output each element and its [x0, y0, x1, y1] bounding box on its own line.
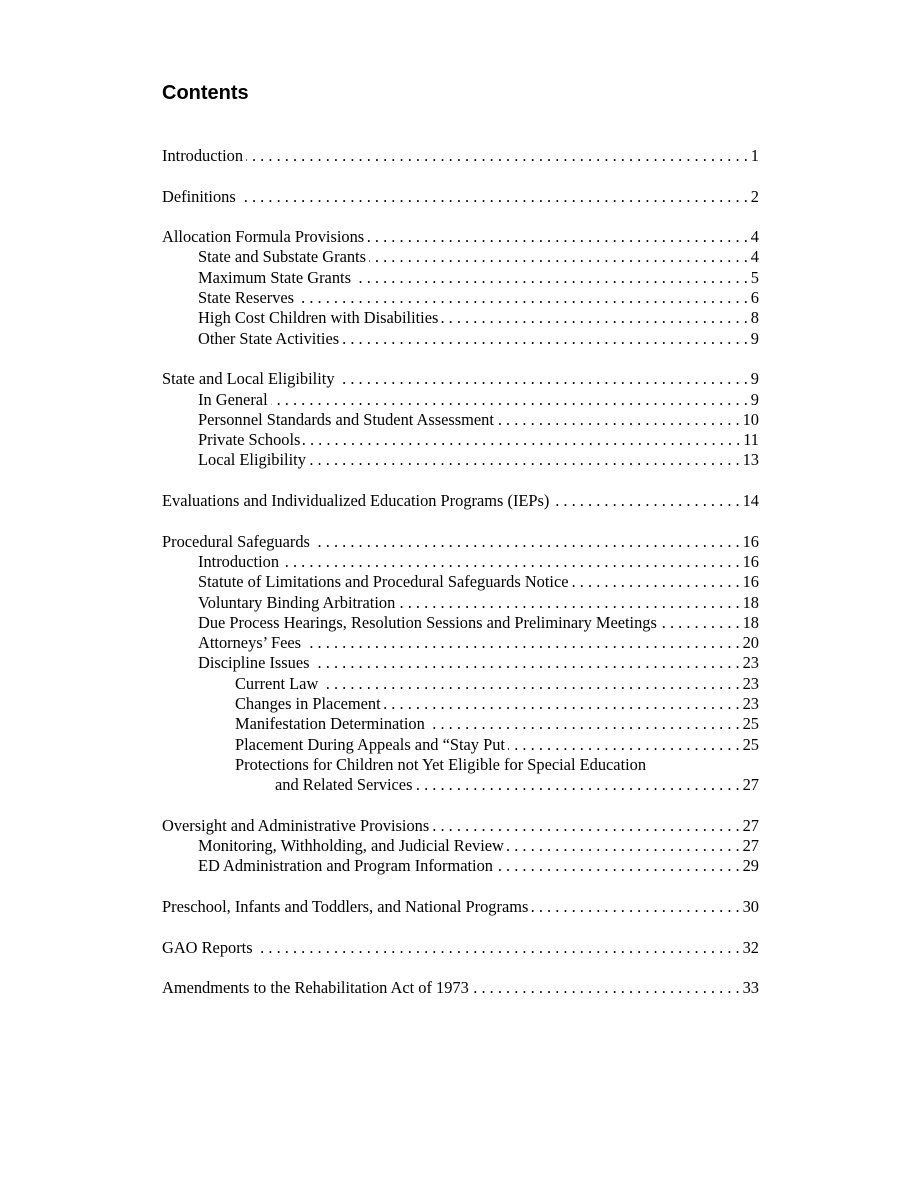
toc-entry [162, 714, 759, 734]
toc-entry [162, 532, 759, 552]
toc-entry-page-number: 30 [742, 896, 759, 916]
toc-entry [162, 593, 759, 613]
dot-leader [441, 308, 747, 328]
dot-leader [472, 978, 740, 998]
toc-entry [162, 410, 759, 430]
dot-leader [313, 532, 740, 552]
toc-entry-title: Oversight and Administrative Provisions [162, 815, 430, 835]
dot-leader [367, 227, 748, 247]
toc-entry-title: Definitions [162, 186, 236, 206]
toc-entry-page-number: 11 [743, 430, 759, 450]
dot-leader [572, 572, 740, 592]
toc-entry [162, 735, 759, 755]
dot-leader [432, 816, 739, 836]
dot-leader [297, 288, 748, 308]
contents-heading: Contents [162, 82, 249, 104]
toc-entry-page-number: 20 [742, 633, 759, 653]
toc-entry-title: Statute of Limitations and Procedural Safeguards Notice [198, 572, 569, 592]
toc-entry-page-number: 18 [742, 592, 759, 612]
dot-leader [398, 593, 739, 613]
toc-entry-page-number: 10 [742, 409, 759, 429]
dot-leader [303, 430, 740, 450]
toc-entry-page-number: 32 [742, 937, 759, 957]
toc-entry-title: Manifestation Determination [235, 714, 425, 734]
toc-entry-page-number: 4 [750, 227, 759, 247]
toc-entry [162, 247, 759, 267]
dot-leader [256, 938, 740, 958]
toc-entry-title: Voluntary Binding Arbitration [198, 592, 396, 612]
toc-entry-page-number: 18 [742, 612, 759, 632]
toc-entry [162, 938, 759, 958]
toc-entry-title: Introduction [198, 551, 280, 571]
toc-entry-page-number: 9 [750, 328, 759, 348]
table-of-contents [162, 146, 759, 998]
toc-entry [162, 187, 759, 207]
toc-entry-title: Private Schools [198, 430, 301, 450]
toc-entry-title: Discipline Issues [198, 653, 310, 673]
toc-entry [162, 390, 759, 410]
toc-entry-page-number: 2 [750, 186, 759, 206]
toc-entry [162, 775, 759, 795]
toc-entry-title: Preschool, Infants and Toddlers, and National Programs [162, 896, 529, 916]
dot-leader [415, 775, 739, 795]
toc-entry-title: Protections for Children not Yet Eligible for Special Education [235, 754, 647, 774]
toc-entry-title: Local Eligibility [198, 450, 306, 470]
toc-entry-title: and Related Services [275, 775, 413, 795]
dot-leader [497, 410, 740, 430]
toc-entry-page-number: 27 [742, 815, 759, 835]
toc-entry-title: High Cost Children with Disabilities [198, 308, 439, 328]
toc-entry [162, 897, 759, 917]
toc-entry-title: GAO Reports [162, 937, 253, 957]
toc-entry-title: Other State Activities [198, 328, 340, 348]
dot-leader [508, 735, 740, 755]
toc-entry-title: State and Substate Grants [198, 247, 366, 267]
toc-entry [162, 430, 759, 450]
toc-entry [162, 653, 759, 673]
toc-entry-page-number: 23 [742, 653, 759, 673]
dot-leader [239, 187, 748, 207]
dot-leader [246, 146, 748, 166]
toc-entry [162, 308, 759, 328]
dot-leader [369, 247, 748, 267]
toc-entry [162, 268, 759, 288]
toc-entry-page-number: 25 [742, 734, 759, 754]
toc-entry [162, 227, 759, 247]
toc-entry [162, 856, 759, 876]
toc-entry [162, 146, 759, 166]
toc-entry [162, 552, 759, 572]
toc-entry [162, 633, 759, 653]
toc-entry-page-number: 27 [742, 775, 759, 795]
dot-leader [552, 491, 739, 511]
toc-entry-title: Evaluations and Individualized Education Programs (IEPs) [162, 491, 550, 511]
toc-entry-page-number: 4 [750, 247, 759, 267]
toc-entry-title: Maximum State Grants [198, 267, 351, 287]
toc-entry-title: State Reserves [198, 288, 295, 308]
toc-entry-page-number: 16 [742, 551, 759, 571]
toc-entry-title: Procedural Safeguards [162, 531, 310, 551]
toc-entry-page-number: 9 [750, 389, 759, 409]
dot-leader [313, 653, 740, 673]
toc-entry-title: Allocation Formula Provisions [162, 227, 365, 247]
toc-entry-page-number: 29 [742, 856, 759, 876]
toc-entry [162, 694, 759, 714]
dot-leader [428, 714, 740, 734]
toc-entry-title: Attorneys’ Fees [198, 633, 302, 653]
toc-entry [162, 491, 759, 511]
toc-entry-title: Monitoring, Withholding, and Judicial Review [198, 836, 504, 856]
toc-entry [162, 836, 759, 856]
toc-entry-page-number: 13 [742, 450, 759, 470]
toc-entry-title: Due Process Hearings, Resolution Sessions and Preliminary Meetings [198, 612, 657, 632]
dot-leader [342, 329, 748, 349]
toc-entry-page-number: 25 [742, 714, 759, 734]
toc-entry-page-number: 23 [742, 694, 759, 714]
dot-leader [304, 633, 740, 653]
dot-leader [354, 268, 748, 288]
toc-entry-page-number: 1 [750, 146, 759, 165]
toc-entry-page-number: 33 [742, 978, 759, 998]
toc-entry [162, 329, 759, 349]
toc-entry-page-number: 6 [750, 288, 759, 308]
dot-leader [321, 674, 739, 694]
dot-leader [660, 613, 740, 633]
toc-entry-title: Current Law [235, 673, 319, 693]
toc-entry [162, 369, 759, 389]
dot-leader [531, 897, 739, 917]
toc-entry-title: Changes in Placement [235, 694, 381, 714]
dot-leader [282, 552, 740, 572]
dot-leader [507, 836, 740, 856]
toc-entry-page-number: 5 [750, 267, 759, 287]
toc-entry-title: State and Local Eligibility [162, 369, 335, 389]
toc-entry [162, 755, 759, 775]
dot-leader [309, 450, 740, 470]
toc-entry-page-number: 16 [742, 572, 759, 592]
toc-entry-page-number: 14 [742, 491, 759, 511]
toc-entry [162, 674, 759, 694]
toc-entry [162, 978, 759, 998]
dot-leader [338, 369, 748, 389]
toc-entry-title: Introduction [162, 146, 244, 165]
toc-entry-title: Amendments to the Rehabilitation Act of 1973 [162, 978, 469, 998]
toc-entry [162, 816, 759, 836]
toc-entry [162, 572, 759, 592]
toc-entry-title: Personnel Standards and Student Assessment [198, 409, 494, 429]
dot-leader [496, 856, 740, 876]
toc-entry-title: Placement During Appeals and “Stay Put [235, 734, 505, 754]
dot-leader [384, 694, 740, 714]
toc-entry-title: In General [198, 389, 268, 409]
dot-leader [271, 390, 748, 410]
toc-entry-page-number: 27 [742, 836, 759, 856]
toc-entry [162, 613, 759, 633]
toc-entry-page-number: 8 [750, 308, 759, 328]
toc-entry-title: ED Administration and Program Information [198, 856, 493, 876]
toc-entry [162, 288, 759, 308]
toc-entry-page-number: 23 [742, 673, 759, 693]
toc-entry [162, 450, 759, 470]
toc-entry-page-number: 9 [750, 369, 759, 389]
toc-entry-page-number: 16 [742, 531, 759, 551]
